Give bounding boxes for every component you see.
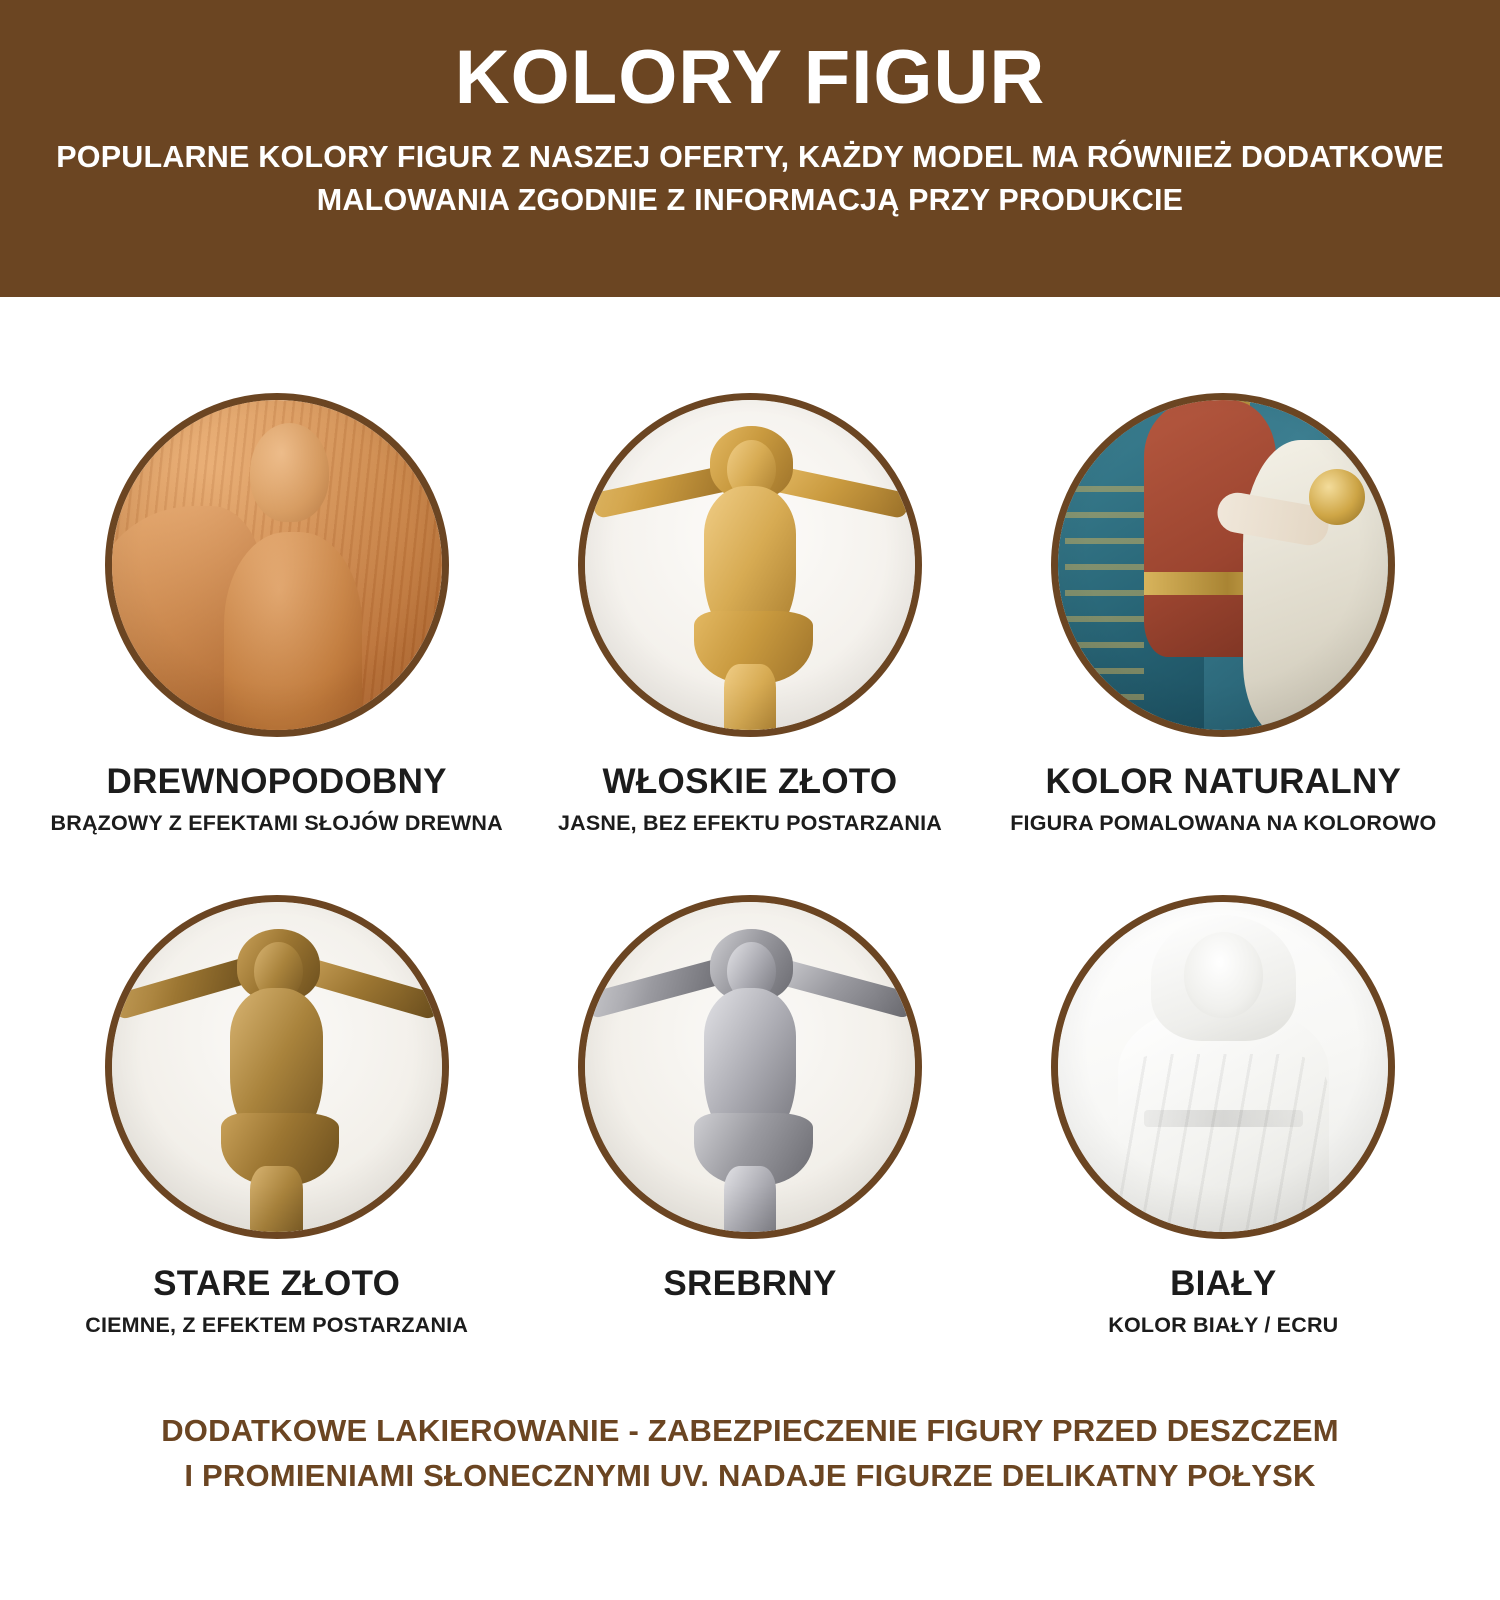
color-option-name: STARE ZŁOTO: [153, 1264, 401, 1304]
color-option-description: FIGURA POMALOWANA NA KOLOROWO: [1010, 810, 1437, 835]
silver-crucifix-photo: [578, 895, 922, 1239]
old-gold-crucifix-photo: [105, 895, 449, 1239]
wood-look-christ-figure-photo: [105, 393, 449, 737]
color-option-drewnopodobny[interactable]: [40, 393, 513, 835]
white-madonna-figure-photo: [1051, 895, 1395, 1239]
footer-line-1: DODATKOWE LAKIEROWANIE - ZABEZPIECZENIE FIGURY PRZED DESZCZEM: [161, 1413, 1339, 1449]
page-header: [0, 0, 1500, 297]
color-option-description: BRĄZOWY Z EFEKTAMI SŁOJÓW DREWNA: [50, 810, 503, 835]
color-option-name: SREBRNY: [663, 1264, 837, 1304]
footer-note: [0, 1409, 1500, 1499]
color-grid-row-2: [0, 835, 1500, 1337]
natural-color-painted-figure-photo: [1051, 393, 1395, 737]
page-subtitle: POPULARNE KOLORY FIGUR Z NASZEJ OFERTY, KAŻDY MODEL MA RÓWNIEŻ DODATKOWE MALOWANIA ZGODNIE Z INFORMACJĄ PRZY PRODUKCIE: [56, 139, 1444, 218]
color-option-stare-zloto[interactable]: [40, 895, 513, 1337]
color-option-description: KOLOR BIAŁY / ECRU: [1108, 1312, 1339, 1337]
color-option-name: KOLOR NATURALNY: [1045, 762, 1402, 801]
color-option-bialy[interactable]: [987, 895, 1460, 1337]
color-option-name: DREWNOPODOBNY: [106, 762, 447, 801]
color-option-wloskie-zloto[interactable]: [513, 393, 986, 835]
footer-line-2: I PROMIENIAMI SŁONECZNYMI UV. NADAJE FIGURZE DELIKATNY POŁYSK: [184, 1458, 1316, 1494]
color-option-name: WŁOSKIE ZŁOTO: [602, 762, 898, 801]
color-grid-row-1: [0, 297, 1500, 835]
italian-gold-crucifix-photo: [578, 393, 922, 737]
page-title: KOLORY FIGUR: [454, 35, 1046, 120]
color-option-name: BIAŁY: [1170, 1264, 1277, 1304]
color-option-description: CIEMNE, Z EFEKTEM POSTARZANIA: [85, 1312, 469, 1337]
color-option-kolor-naturalny[interactable]: [987, 393, 1460, 835]
color-option-srebrny[interactable]: [513, 895, 986, 1337]
color-option-description: JASNE, BEZ EFEKTU POSTARZANIA: [557, 810, 943, 835]
